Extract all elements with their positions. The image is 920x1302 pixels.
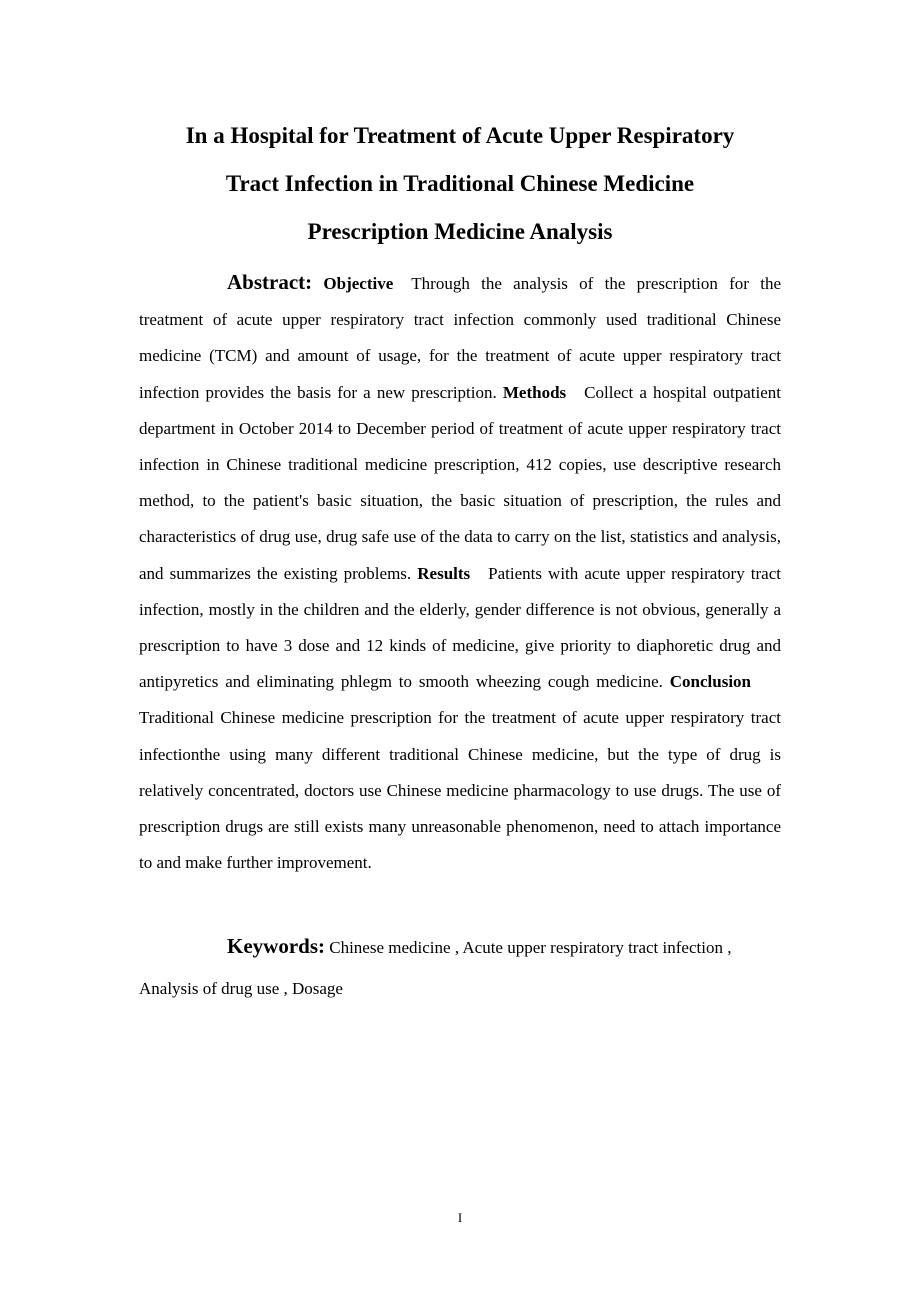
keywords-heading: Keywords: [227, 934, 325, 958]
objective-text: Through the analysis of the prescription for the treatment of acute upper respiratory tract infection commonly used traditional Chinese medicine (TCM) and amount of usage, for the treatment of acute upper respiratory tract infection provides the basis for a new prescription. [139, 274, 781, 402]
page-number: I [457, 1210, 463, 1225]
results-text: Patients with acute upper respiratory tract infection, mostly in the children and the elderly, gender difference is not obvious, generally a prescription to have 3 dose and 12 kinds of medicine, give priority to diaphoretic drug and antipyretics and eliminating phlegm to smooth wheezing cough medicine. [139, 563, 781, 692]
conclusion-label: Conclusion [669, 672, 752, 692]
title-line-2: Tract Infection in Traditional Chinese Medicine [225, 171, 695, 196]
keywords-text: Chinese medicine , Acute upper respiratory tract infection , Analysis of drug use , Dosage [139, 938, 732, 998]
abstract-heading: Abstract: [227, 270, 313, 294]
document-title [100, 112, 820, 256]
methods-text: Collect a hospital outpatient department in October 2014 to December period of treatment of acute upper respiratory tract infection in Chinese traditional medicine prescription, 412 copies, use descriptive research method, to the patient's basic situation, the basic situation of prescription, the rules and characteristics of drug use, drug safe use of the data to carry on the list, statistics and analysis, and summarizes the existing problems. [139, 382, 781, 583]
conclusion-text: Traditional Chinese medicine prescription for the treatment of acute upper respiratory tract infectionthe using many different traditional Chinese medicine, but the type of drug is relatively concentrated, doctors use Chinese medicine pharmacology to use drugs. The use of prescription drugs are still exists many unreasonable phenomenon, need to attach importance to and make further improvement. [139, 708, 781, 873]
objective-label: Objective [323, 274, 394, 293]
abstract-paragraph [139, 264, 781, 881]
results-label: Results [417, 563, 471, 583]
title-line-1: In a Hospital for Treatment of Acute Upper Respiratory [185, 123, 735, 148]
abstract-section [139, 264, 781, 881]
title-line-3: Prescription Medicine Analysis [307, 219, 613, 244]
keywords-section [139, 926, 781, 1009]
methods-label: Methods [502, 382, 567, 402]
keywords-paragraph [139, 926, 781, 1009]
